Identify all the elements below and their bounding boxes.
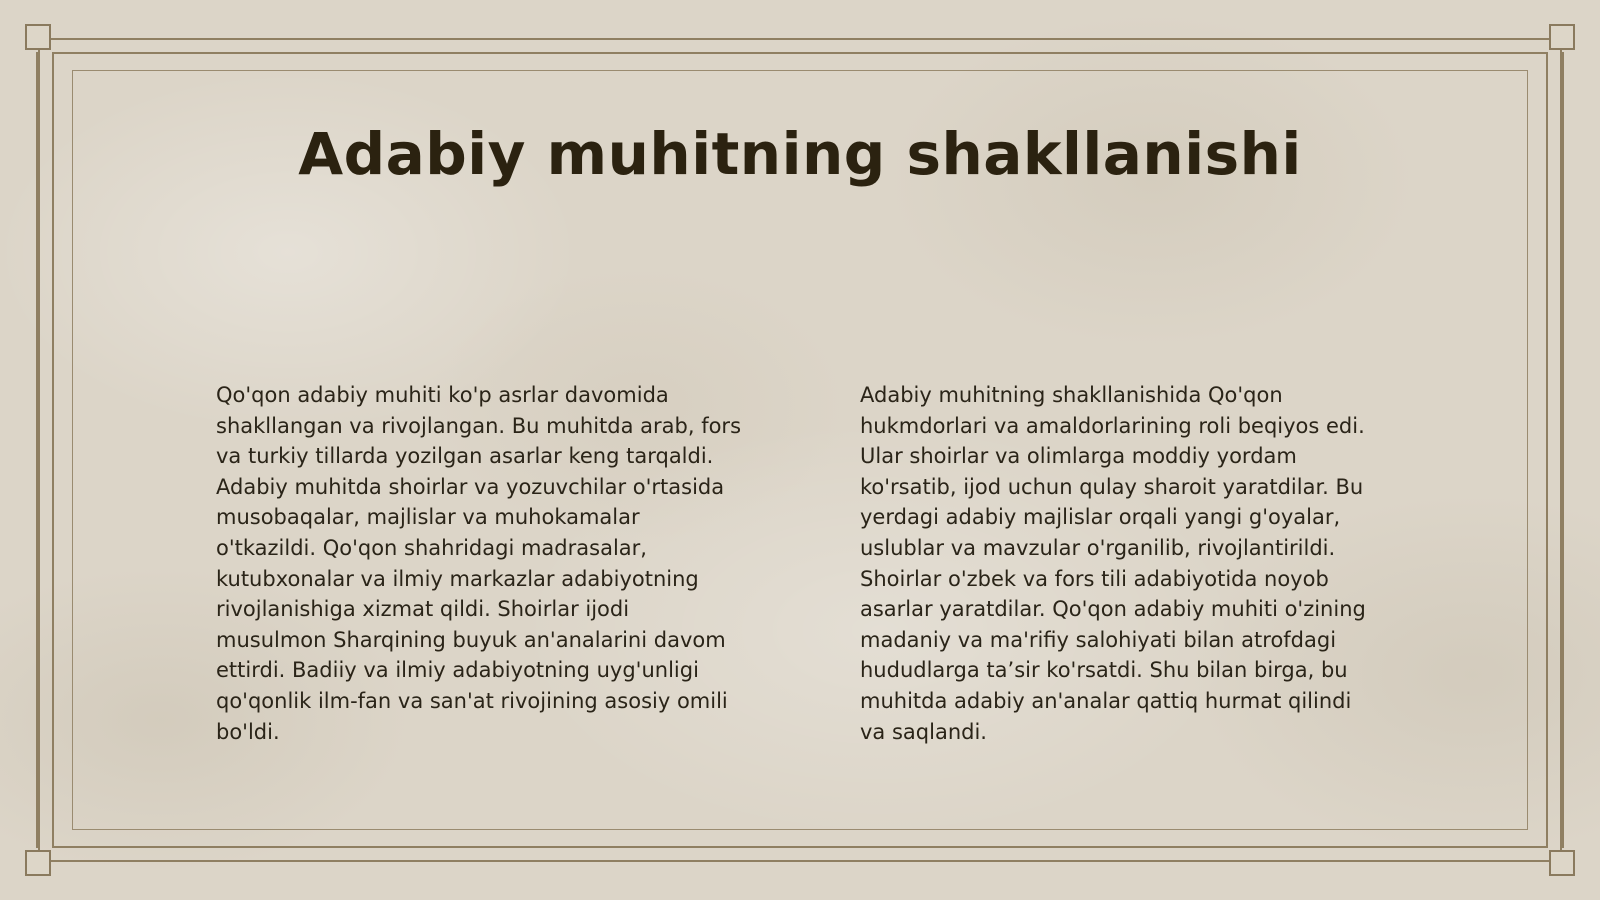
left-text-column: Qo'qon adabiy muhiti ko'p asrlar davomida shakllangan va rivojlangan. Bu muhitda arab, fors va turkiy tillarda yozilgan asarlar keng tarqaldi. Adabiy muhitda shoirlar va yozuvchilar o'rtasida musobaqalar, majlislar va muhokamalar o'tkazildi. Qo'qon shahridagi madrasalar, kutubxonalar va ilmiy markazlar adabiyotning rivojlanishiga xizmat qildi. Shoirlar ijodi musulmon Sharqining buyuk an'analarini davom ettirdi. Badiiy va ilmiy adabiyotning uyg'unligi qo'qonlik ilm-fan va san'at rivojining asosiy omili bo'ldi. — [216, 383, 742, 744]
corner-ornament-bottom-left — [25, 850, 51, 876]
right-text-column: Adabiy muhitning shakllanishida Qo'qon hukmdorlari va amaldorlarining roli beqiyos edi. Ular shoirlar va olimlarga moddiy yordam ko'rsatib, ijod uchun qulay sharoit yaratdilar. Bu yerdagi adabiy majlislar orqali yangi g'oyalar, uslublar va mavzular o'rganilib, rivojlantirildi. Shoirlar o'zbek va fors tili adabiyotida noyob asarlar yaratdilar. Qo'qon adabiy muhiti o'zining madaniy va ma'rifiy salohiyati bilan atrofdagi hududlarga ta’sir ko'rsatdi. Shu bilan birga, bu muhitda adabiy an'analar qattiq hurmat qilindi va saqlandi. — [860, 383, 1366, 744]
slide-title: Adabiy muhitning shakllanishi — [298, 120, 1302, 188]
corner-ornament-bottom-right — [1549, 850, 1575, 876]
corner-ornament-top-left — [25, 24, 51, 50]
corner-ornament-top-right — [1549, 24, 1575, 50]
